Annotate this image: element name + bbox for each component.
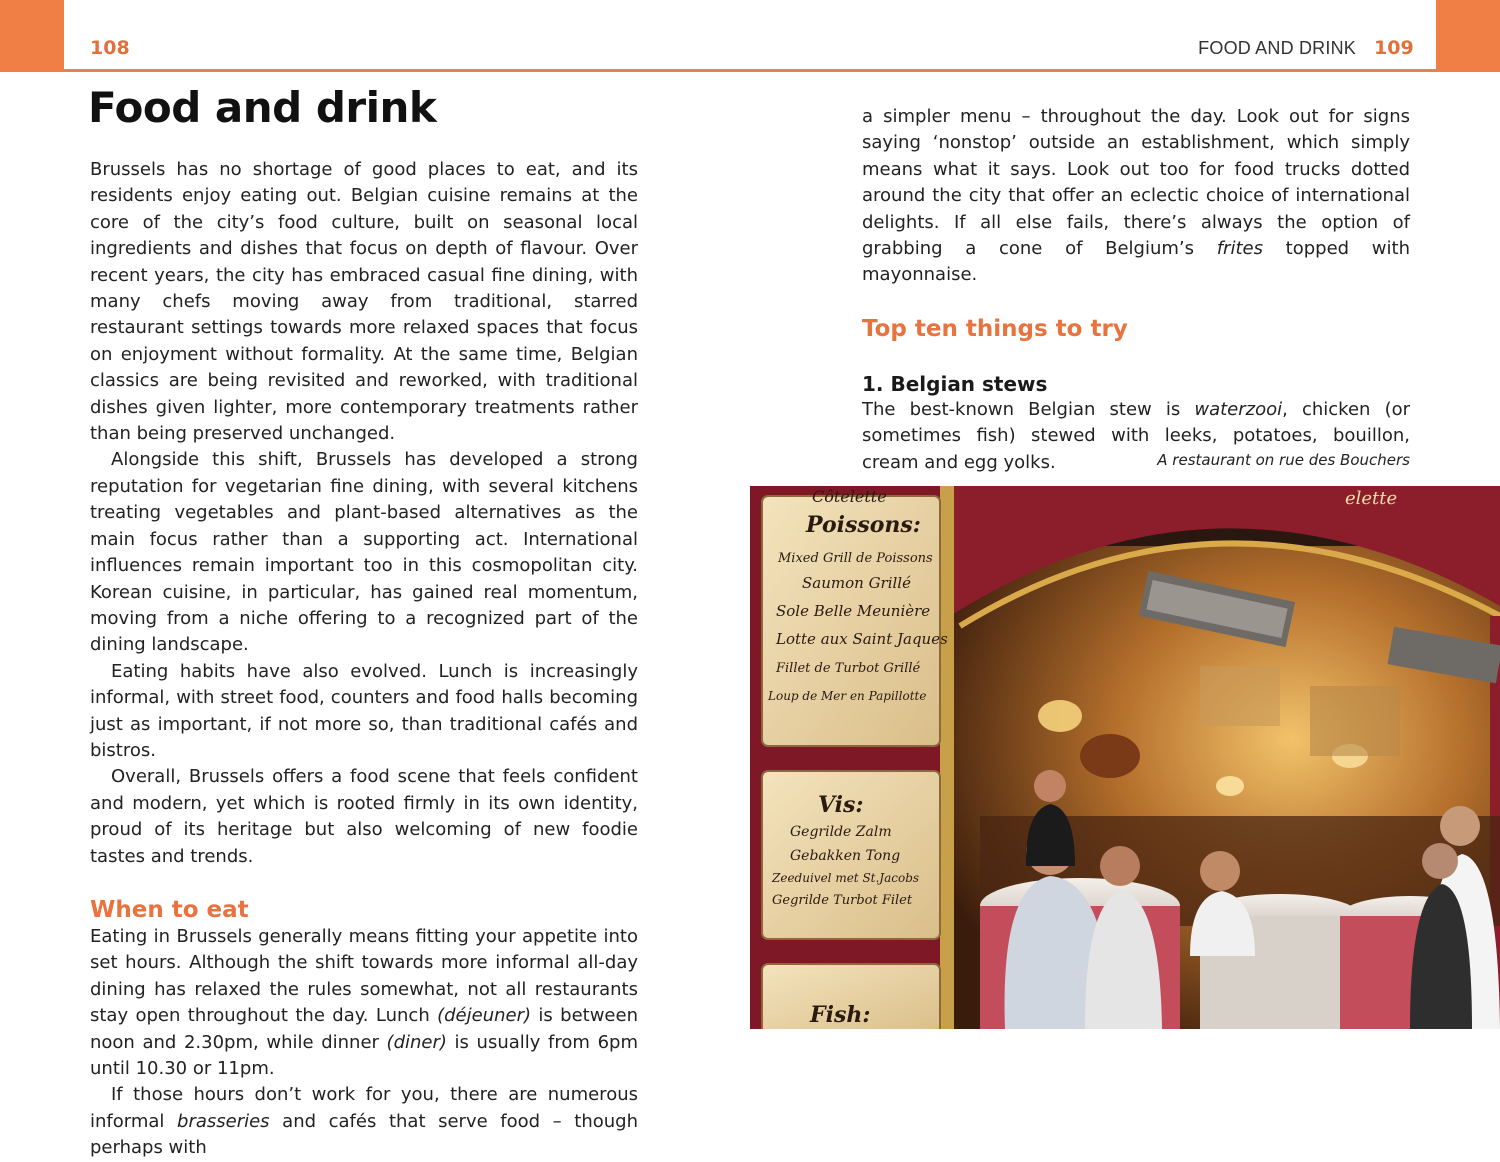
when-to-eat-heading: When to eat: [90, 896, 249, 923]
sign-poissons-item: Loup de Mer en Papillotte: [768, 689, 927, 703]
sign-vis-item: Zeeduivel met St.Jacobs: [772, 871, 920, 885]
text-run: topped with mayonnaise.: [862, 238, 1410, 286]
dinner-term: (diner): [386, 1031, 447, 1053]
sign-top-right: elette: [1345, 488, 1398, 509]
left-column: [90, 157, 638, 1162]
lunch-term: (déjeuner): [437, 1005, 532, 1027]
restaurant-photo: [750, 486, 1500, 1029]
left-page-tab: [0, 0, 64, 72]
intro-paragraph: Brussels has no shortage of good places to eat, and its residents enjoy eating out. Belgian cuisine remains at the core of the city’s food culture, built on seasonal local ingredients and dishes that focus on depth of flavour. Over recent years, the city has embraced casual fine dining, with many chefs moving away from traditional, starred restaurant settings towards more relaxed spaces that focus on enjoyment without formality. At the same time, Belgian classics are being revisited and reworked, with traditional dishes given lighter, more contemporary treatments rather than being preserved unchanged.: [90, 159, 638, 445]
sign-poissons-item: Saumon Grillé: [802, 574, 911, 592]
text-run: The best-known Belgian stew is: [862, 398, 1195, 420]
sign-vis-title: Vis:: [818, 792, 864, 818]
overall-paragraph: Overall, Brussels offers a food scene that feels confident and modern, yet which is rooted firmly in its own identity, proud of its heritage but also welcoming of new foodie tastes and trends.: [90, 766, 638, 867]
header-rule: [64, 69, 1436, 72]
right-page-tab: [1436, 0, 1500, 72]
sign-vis-item: Gebakken Tong: [790, 848, 901, 864]
eating-habits-paragraph: Eating habits have also evolved. Lunch is increasingly informal, with street food, counters and food halls becoming just as important, if not more so, than traditional cafés and bistros.: [90, 660, 638, 761]
frites-term: frites: [1216, 238, 1263, 260]
sign-poissons-header: Côtelette: [812, 487, 887, 506]
restaurant-photo-drawing: [750, 486, 1500, 1029]
continued-paragraph: [862, 104, 1410, 289]
when-to-eat-paragraph: [90, 924, 638, 1082]
sign-poissons-item: Fillet de Turbot Grillé: [776, 661, 921, 676]
running-head: FOOD AND DRINK: [1198, 38, 1356, 58]
text-run: a simpler menu – throughout the day. Look out for signs saying ‘nonstop’ outside an establishment, which simply means what it says. Look out too for food trucks dotted around the city that offer an eclectic choice of international delights. If all else fails, there’s always the option of grabbing a cone of Belgium’s: [862, 106, 1410, 260]
brasseries-term: brasseries: [177, 1110, 270, 1132]
text-run: and cafés that serve food – though perhaps with: [90, 1110, 638, 1159]
sign-poissons-item: Mixed Grill de Poissons: [778, 551, 933, 566]
sign-poissons-title: Poissons:: [806, 512, 921, 538]
vegetarian-paragraph: Alongside this shift, Brussels has developed a strong reputation for vegetarian fine dining, with several kitchens treating vegetables and plant-based alternatives as the main focus rather than a supporting act. International influences remain important too in this cosmopolitan city. Korean cuisine, in particular, has gained real momentum, moving from a niche offering to a recognized part of the dining landscape.: [90, 449, 638, 656]
text-run: , chicken (or sometimes fish) stewed with leeks, potatoes, bouillon, cream and egg yolks.: [862, 398, 1410, 473]
waterzooi-term: waterzooi: [1194, 398, 1283, 420]
text-run: is between noon and 2.30pm, while dinner: [90, 1005, 638, 1053]
text-run: Eating in Brussels generally means fitting your appetite into set hours. Although the shift towards more informal all-day dining has relaxed the rules somewhat, not all restaurants stay open throughout the day. Lunch: [90, 925, 638, 1027]
belgian-stews-heading: 1. Belgian stews: [862, 371, 1048, 396]
photo-caption: A restaurant on rue des Bouchers: [1157, 451, 1410, 469]
sign-poissons-item: Sole Belle Meunière: [776, 602, 931, 620]
text-run: If those hours don’t work for you, there are numerous informal: [90, 1084, 638, 1132]
right-page-number: 109: [1374, 37, 1414, 59]
left-page-number: 108: [90, 37, 130, 59]
sign-poissons-item: Lotte aux Saint Jaques: [776, 630, 948, 648]
sign-vis-item: Gegrilde Turbot Filet: [772, 893, 913, 908]
right-column: [862, 104, 1410, 476]
top-ten-heading: Top ten things to try: [862, 315, 1128, 342]
text-run: is usually from 6pm until 10.30 or 11pm.: [90, 1031, 638, 1079]
informal-dining-paragraph: [90, 1082, 638, 1161]
sign-vis-item: Gegrilde Zalm: [790, 824, 892, 840]
page-title: Food and drink: [88, 83, 437, 132]
sign-fish-title: Fish:: [810, 1002, 871, 1028]
